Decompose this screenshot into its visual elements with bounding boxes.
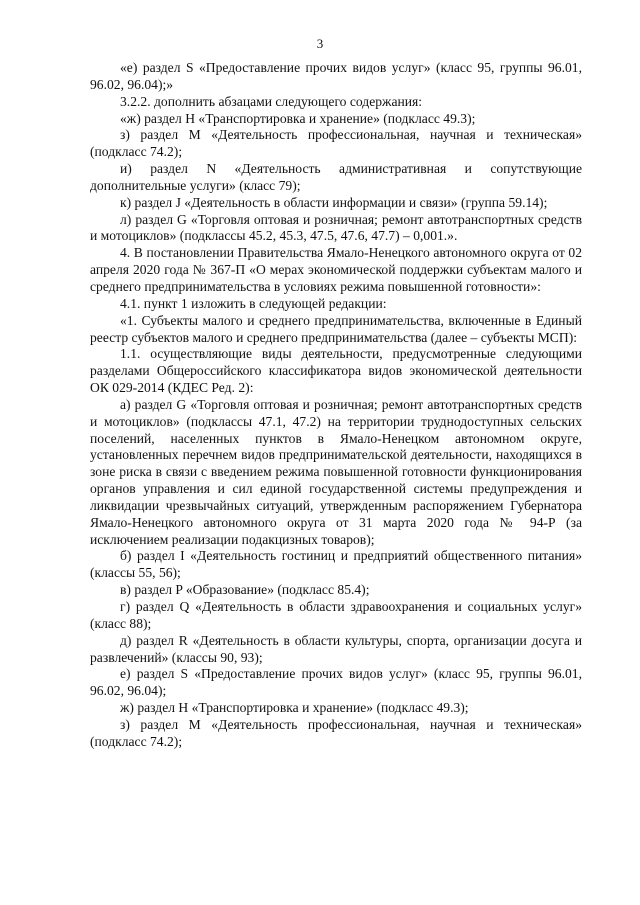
list-item-zh-section-h: ж) раздел H «Транспортировка и хранение» (подкласс 49.3); [120, 700, 469, 716]
list-item-g-section-q: г) раздел Q «Деятельность в области здравоохранения и социальных услуг» (класс 88); [90, 599, 582, 631]
paragraph-zh-section-h: «ж) раздел H «Транспортировка и хранение» (подкласс 49.3); [120, 110, 476, 126]
paragraph-i-section-n: и) раздел N «Деятельность административная и сопутствующие дополнительные услуги» (класс 79); [90, 161, 582, 193]
list-item-z-section-m: з) раздел M «Деятельность профессиональная, научная и техническая» (подкласс 74.2); [90, 716, 582, 749]
paragraph-4-resolution: 4. В постановлении Правительства Ямало-Ненецкого автономного округа от 02 апреля 2020 года № 367-П «О мерах экономической поддержки субъектам малого и среднего предпринимательства в условиях режима повышенной готовности»: [90, 245, 582, 294]
paragraph-e-section-s: «е) раздел S «Предоставление прочих видов услуг» (класс 95, группы 96.01, 96.02, 96.04);» [90, 60, 582, 92]
paragraph-l-section-g: л) раздел G «Торговля оптовая и розничная; ремонт автотранспортных средств и мотоциклов» (подклассы 45.2, 45.3, 47.5, 47.6, 47.7) – 0,001.». [90, 211, 582, 244]
list-item-b-section-i: б) раздел I «Деятельность гостиниц и предприятий общественного питания» (классы 55, 56); [90, 548, 582, 581]
list-item-v-section-p: в) раздел P «Образование» (подкласс 85.4); [120, 582, 370, 598]
paragraph-z-section-m: з) раздел M «Деятельность профессиональная, научная и техническая» (подкласс 74.2); [90, 127, 582, 160]
list-item-d-section-r: д) раздел R «Деятельность в области культуры, спорта, организации досуга и развлечений» (классы 90, 93); [90, 632, 582, 665]
paragraph-1-subjects-msp: «1. Субъекты малого и среднего предпринимательства, включенные в Единый реестр субъектов малого и среднего предпринимательства (далее – субъекты МСП): [90, 312, 582, 345]
paragraph-1-1-activities: 1.1. осуществляющие виды деятельности, предусмотренные следующими разделами Общероссийского классификатора видов экономической деятельности ОК 029-2014 (КДЕС Ред. 2): [90, 346, 582, 396]
document-body [90, 60, 582, 751]
list-item-a-section-g: а) раздел G «Торговля оптовая и розничная; ремонт автотранспортных средств и мотоциклов» (подклассы 47.1, 47.2) на территории труднодоступных сельских поселений, населенных пунктов в Ямало-Ненецком автономном округе, установленных перечнем видов предпринимательской деятельности, находящихся в зоне риска в связи с введением режима повышенной готовности функционирования органов управления и сил единой государственной системы предупреждения и ликвидации чрезвычайных ситуаций, утвержденным распоряжением Губернатора Ямало-Ненецкого автономного округа от 31 марта 2020 года № 94-Р (за исключением реализации подакцизных товаров); [90, 396, 582, 547]
paragraph-k-section-j: к) раздел J «Деятельность в области информации и связи» (группа 59.14); [120, 194, 548, 210]
paragraph-4-1: 4.1. пункт 1 изложить в следующей редакции: [120, 295, 387, 311]
list-item-e-section-s: е) раздел S «Предоставление прочих видов услуг» (класс 95, группы 96.01, 96.02, 96.04); [90, 666, 582, 699]
paragraph-3-2-2: 3.2.2. дополнить абзацами следующего содержания: [120, 93, 423, 109]
page-number: 3 [316, 36, 324, 51]
